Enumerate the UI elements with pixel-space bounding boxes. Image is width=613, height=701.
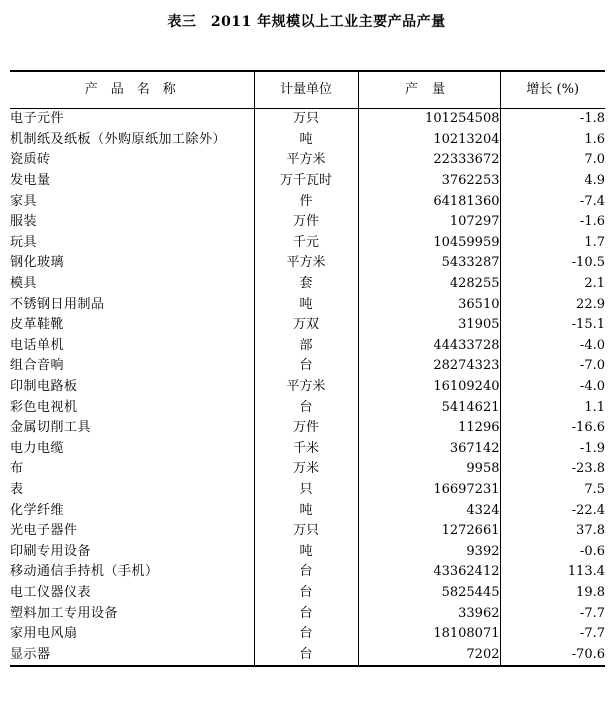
unit-cell: 台 [254,624,358,645]
unit-cell: 吨 [254,294,358,315]
product-name-cell: 显示器 [10,646,51,662]
product-name-cell: 表 [10,481,24,497]
growth-cell: -7.7 [500,624,605,645]
product-name-cell: 电话单机 [10,337,65,353]
product-name-cell: 光电子器件 [10,523,78,539]
product-name-cell: 瓷质砖 [10,152,51,168]
growth-cell: 22.9 [500,294,605,315]
table-header [10,71,605,109]
table-row [10,212,605,233]
product-name-cell: 玩具 [10,234,38,250]
table-row [10,253,605,274]
quantity-cell: 22333672 [358,150,500,171]
product-name-cell: 化学纤维 [10,502,65,518]
growth-cell: 1.1 [500,397,605,418]
unit-cell: 台 [254,644,358,666]
growth-cell: -0.6 [500,541,605,562]
growth-cell: 7.5 [500,480,605,501]
quantity-cell: 7202 [358,644,500,666]
table-row [10,130,605,151]
quantity-cell: 5414621 [358,397,500,418]
quantity-cell: 31905 [358,315,500,336]
quantity-cell: 107297 [358,212,500,233]
table-row [10,274,605,295]
quantity-cell: 3762253 [358,171,500,192]
table-row [10,439,605,460]
header-product-name: 产品名称 [84,82,189,97]
unit-cell: 只 [254,480,358,501]
growth-cell: -7.4 [500,191,605,212]
growth-cell: 2.1 [500,274,605,295]
unit-cell: 台 [254,603,358,624]
unit-cell: 万双 [254,315,358,336]
unit-cell: 万只 [254,521,358,542]
unit-cell: 部 [254,336,358,357]
quantity-cell: 9958 [358,459,500,480]
unit-cell: 台 [254,356,358,377]
quantity-cell: 10459959 [358,233,500,254]
header-quantity: 产量 [358,71,500,109]
growth-cell: -1.8 [500,109,605,130]
growth-cell: 19.8 [500,583,605,604]
table-row [10,191,605,212]
quantity-cell: 1272661 [358,521,500,542]
product-name-cell: 家用电风扇 [10,626,78,642]
table-row [10,459,605,480]
product-name-cell: 布 [10,461,24,477]
unit-cell: 台 [254,397,358,418]
growth-cell: -16.6 [500,418,605,439]
table-row [10,583,605,604]
table-title: 表三 2011 年规模以上工业主要产品产量 [167,14,446,30]
table-row [10,480,605,501]
growth-cell: -7.7 [500,603,605,624]
product-name-cell: 家具 [10,193,38,209]
table-row [10,315,605,336]
quantity-cell: 33962 [358,603,500,624]
quantity-cell: 43362412 [358,562,500,583]
product-name-cell: 塑料加工专用设备 [10,605,119,621]
product-name-cell: 服装 [10,214,38,230]
growth-cell: -70.6 [500,644,605,666]
unit-cell: 平方米 [254,377,358,398]
table-row [10,541,605,562]
header-row [10,71,605,109]
growth-cell: -23.8 [500,459,605,480]
table-row [10,109,605,130]
growth-cell: 1.6 [500,130,605,151]
quantity-cell: 28274323 [358,356,500,377]
table-row [10,233,605,254]
growth-cell: 113.4 [500,562,605,583]
quantity-cell: 367142 [358,439,500,460]
unit-cell: 万件 [254,418,358,439]
table-row [10,397,605,418]
header-growth: 增长 (%) [500,71,605,109]
header-unit: 计量单位 [254,71,358,109]
unit-cell: 台 [254,583,358,604]
unit-cell: 吨 [254,500,358,521]
product-name-cell: 印制电路板 [10,379,78,395]
unit-cell: 千米 [254,439,358,460]
unit-cell: 万只 [254,109,358,130]
growth-cell: -1.9 [500,439,605,460]
quantity-cell: 10213204 [358,130,500,151]
product-name-cell: 钢化玻璃 [10,255,65,271]
product-name-cell: 彩色电视机 [10,399,78,415]
table-row [10,294,605,315]
table-row [10,356,605,377]
unit-cell: 万米 [254,459,358,480]
quantity-cell: 44433728 [358,336,500,357]
quantity-cell: 18108071 [358,624,500,645]
table-row [10,150,605,171]
quantity-cell: 11296 [358,418,500,439]
table-row [10,521,605,542]
product-name-cell: 电工仪器仪表 [10,584,92,600]
product-name-cell: 皮革鞋靴 [10,317,65,333]
quantity-cell: 16109240 [358,377,500,398]
product-name-cell: 电子元件 [10,111,65,127]
unit-cell: 套 [254,274,358,295]
table-body [10,109,605,667]
product-output-table [10,70,605,667]
quantity-cell: 428255 [358,274,500,295]
growth-cell: -4.0 [500,377,605,398]
table-row [10,336,605,357]
product-name-cell: 电力电缆 [10,440,65,456]
growth-cell: -10.5 [500,253,605,274]
quantity-cell: 64181360 [358,191,500,212]
unit-cell: 万件 [254,212,358,233]
table-row [10,562,605,583]
unit-cell: 吨 [254,130,358,151]
unit-cell: 件 [254,191,358,212]
quantity-cell: 36510 [358,294,500,315]
growth-cell: 37.8 [500,521,605,542]
growth-cell: -7.0 [500,356,605,377]
unit-cell: 万千瓦时 [254,171,358,192]
unit-cell: 千元 [254,233,358,254]
growth-cell: -22.4 [500,500,605,521]
growth-cell: 1.7 [500,233,605,254]
quantity-cell: 5825445 [358,583,500,604]
table-row [10,377,605,398]
growth-cell: 4.9 [500,171,605,192]
product-name-cell: 发电量 [10,173,51,189]
product-name-cell: 不锈钢日用制品 [10,296,105,312]
unit-cell: 吨 [254,541,358,562]
unit-cell: 台 [254,562,358,583]
product-name-cell: 机制纸及纸板（外购原纸加工除外） [10,131,227,147]
quantity-cell: 4324 [358,500,500,521]
table-row [10,418,605,439]
table-row [10,603,605,624]
product-name-cell: 组合音响 [10,358,65,374]
quantity-cell: 9392 [358,541,500,562]
growth-cell: -4.0 [500,336,605,357]
table-row [10,624,605,645]
unit-cell: 平方米 [254,253,358,274]
product-name-cell: 模具 [10,276,38,292]
unit-cell: 平方米 [254,150,358,171]
table-row [10,500,605,521]
growth-cell: 7.0 [500,150,605,171]
quantity-cell: 101254508 [358,109,500,130]
table-row [10,644,605,666]
quantity-cell: 5433287 [358,253,500,274]
table-row [10,171,605,192]
growth-cell: -15.1 [500,315,605,336]
product-name-cell: 印刷专用设备 [10,543,92,559]
growth-cell: -1.6 [500,212,605,233]
product-name-cell: 金属切削工具 [10,420,92,436]
quantity-cell: 16697231 [358,480,500,501]
product-name-cell: 移动通信手持机（手机） [10,564,159,580]
